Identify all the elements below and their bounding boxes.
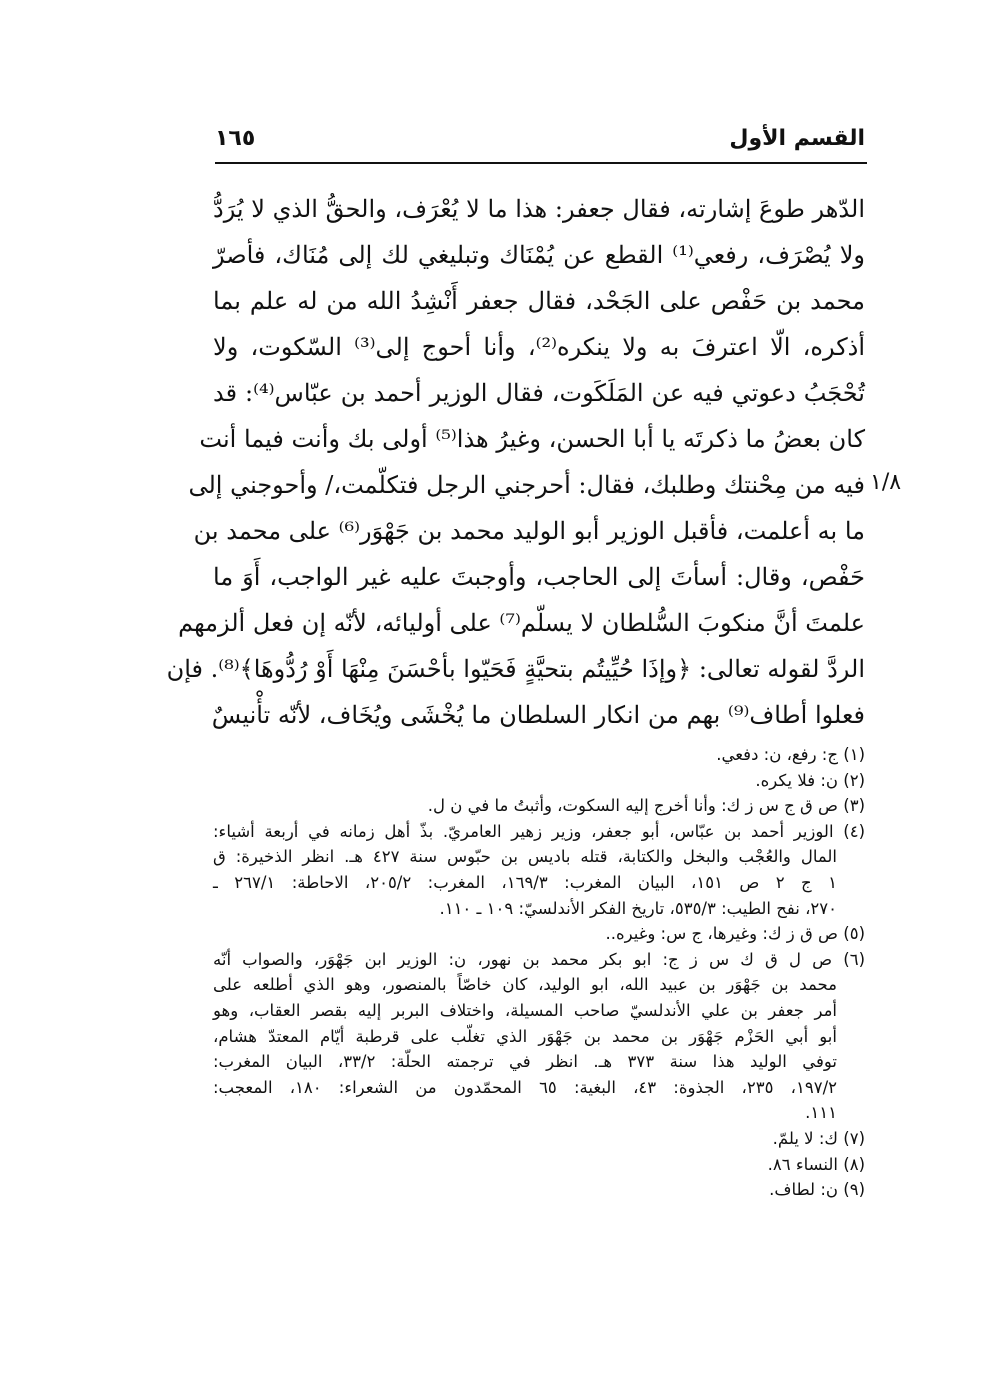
footnote-line: (٩) ن: لطاف. [769,1180,865,1200]
footnote-line: (٢) ن: فلا يكره. [755,770,865,790]
page-number: ١٦٥ [215,126,256,151]
footnote-line: ١٩٧/٢، ٢٣٥، الجذوة: ٤٣، البغية: ٦٥ المحمّدون من الشعراء: ١٨٠، المعجب: [213,1077,837,1097]
footnote-line: أمر جعفر بن علي الأندلسيّ صاحب المسيلة، واختلاف البربر إليه بقصر العقاب، وهو [213,1000,837,1020]
footnote-line: المال والعُجْب والبخل والكتابة، قتله باديس بن حبّوس سنة ٤٢٧ هـ. انظر الذخيرة: ق [213,847,837,867]
footnote-line: ١ ج ٢ ص ١٥١، البيان المغرب: ١٦٩/٣، المغرب: ٢٠٥/٢، الاحاطة: ٢٦٧/١ ـ [213,872,837,892]
text-line: تُحْجَبُ دعوتي فيه عن المَلَكَوت، فقال الوزير أحمد بن عبّاس⁽⁴⁾: قد [213,379,865,407]
footnotes [213,742,865,1203]
footnote-line: ٢٧٠، نفح الطيب: ٥٣٥/٣، تاريخ الفكر الأندلسيّ: ١٠٩ ـ ١١٠. [439,898,837,918]
text-line: حَفْص، وقال: أسأتَ إلى الحاجب، وأوجبتَ عليه غير الواجب، أَوَ ما [213,563,866,591]
text-line: أذكره، الّا اعترفَ به ولا ينكره⁽²⁾، وأنا أحوج إلى⁽³⁾ السّكوت، ولا [213,333,865,361]
footnote-line: ١١١. [805,1103,837,1123]
header-divider [215,162,867,164]
page-header [215,124,865,164]
footnote-line: (٥) ص ق ز ك: وغيرها، ج س: وغيره.. [605,924,865,944]
footnote-line: (٧) ك: لا يلمّ. [772,1128,865,1148]
footnote-line: (١) ج: رفع، ن: دفعي. [716,745,865,764]
section-title: القسم الأول [729,126,865,151]
footnote-line: (٣) ص ق ج س ز ك: وأنا أخرج إليه السكوت، وأثبتُ ما في ن ل. [427,796,865,816]
text-line: الدّهر طوعَ إشارته، فقال جعفر: هذا ما لا يُعْرَف، والحقُّ الذي لا يُرَدُّ [213,195,865,223]
text-line: علمتَ أنَّ منكوبَ السُّلطان لا يسلّم⁽⁷⁾ على أوليائه، لأنّه إن فعل ألزمهم [178,609,865,637]
text-line: محمد بن حَفْص على الجَحْد، فقال جعفر أَنْشِدُ الله من له علم بما [213,287,865,315]
text-line: الردَّ لقوله تعالى: ﴿وإذَا حُيِّيتُم بتحيَّةٍ فَحَيّوا بأحْسَنَ مِنْهَا أَوْ رُدُّوهَا﴾⁽⁸⁾. فإن [166,655,865,683]
footnote-line: محمد بن جَهْوَر بن عبيد الله، ابو الوليد، كان خاصّاً بالمنصور، وهو الذي أطلعه على [213,975,837,995]
main-text [166,186,866,738]
text-line: فيه من مِحْنتك وطلبك، فقال: أحرجني الرجل فتكلّمت،/ وأحوجني إلى [188,471,865,499]
manuscript-folio-marker: ١/٨ [870,470,902,495]
text-line: ما به أعلمت، فأقبل الوزير أبو الوليد محمد بن جَهْوَر⁽⁶⁾ على محمد بن [193,517,865,545]
text-line: فعلوا أطاف⁽⁹⁾ بهم من انكار السلطان ما يُخْشَى ويُخَاف، لأنّه تأْنيسٌ [211,701,865,729]
footnote-line: توفي الوليد هذا سنة ٣٧٣ هـ. انظر في ترجمته الحلّة: ٣٣/٢، البيان المغرب: [213,1052,837,1072]
footnote-line: (٤) الوزير أحمد بن عبّاس، أبو جعفر، وزير زهير العامريّ. بذّ أهل زمانه في أربعة أشياء: [213,821,865,841]
text-line: كان بعضُ ما ذكرتَه يا أبا الحسن، وغيرُ هذا⁽⁵⁾ أولى بك وأنت فيما أنت [199,425,865,453]
footnote-line: (٨) النساء ٨٦. [767,1154,865,1174]
footnote-line: (٦) ص ل ق ك س ز ج: ابو بكر محمد بن نهور، ن: الوزير ابن جَهْوَر، والصواب أنّه [213,949,865,969]
footnote-line: أبو أبي الحَزْم جَهْوَر بن محمد بن جَهْوَر الذي تغلّب على قرطبة أيّام المعتدّ هشام، [213,1026,837,1046]
text-line: ولا يُصْرَف، رفعي⁽¹⁾ القطع عن يُمْنَاك وتبليغي لك إلى مُنَاك، فأصرّ [213,241,866,269]
